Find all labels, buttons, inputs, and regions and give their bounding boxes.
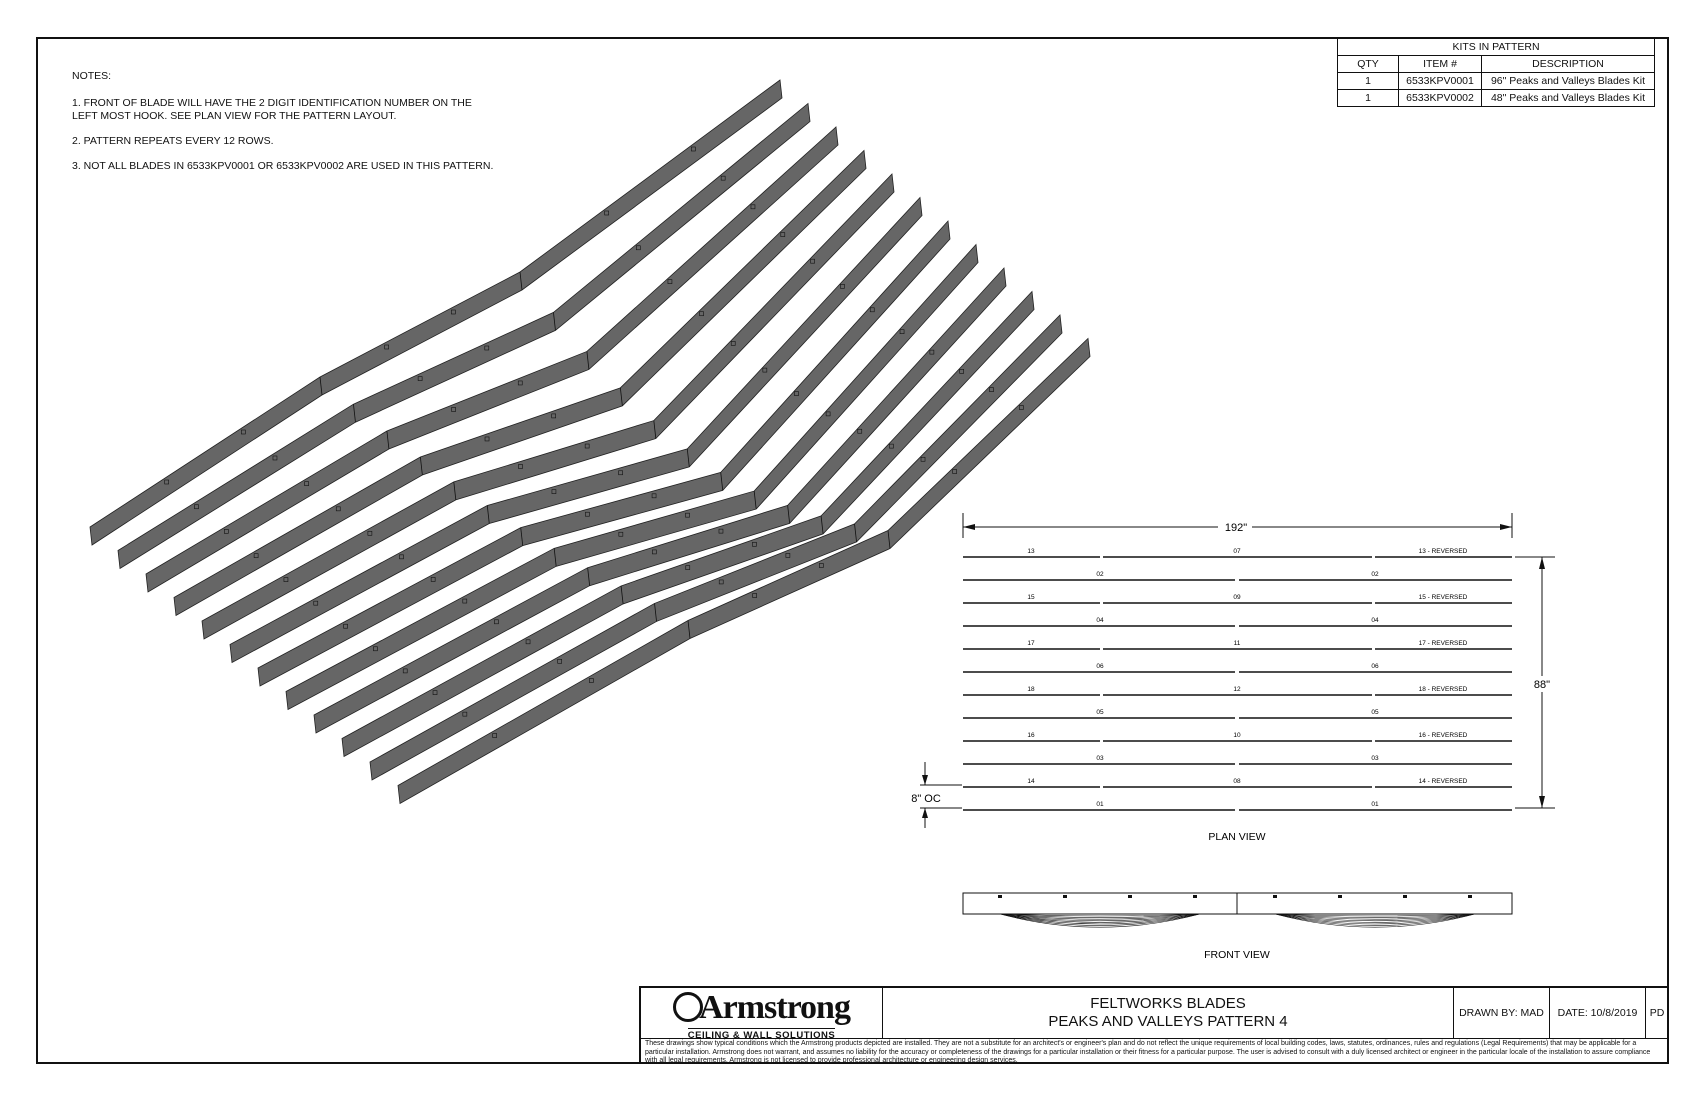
blade-id-label: 02: [1096, 571, 1104, 578]
logo-subtitle: CEILING & WALL SOLUTIONS: [687, 1030, 836, 1041]
isometric-blade: [90, 80, 782, 545]
plan-row: [963, 709, 1512, 718]
front-view: [963, 893, 1512, 961]
drawing-code: PD: [1649, 1007, 1665, 1019]
blade-id-label: 16: [1027, 732, 1035, 739]
hook-icon: [1193, 895, 1197, 898]
kits-header-item: ITEM #: [1399, 56, 1482, 73]
plan-row: [963, 732, 1512, 741]
kits-header-description: DESCRIPTION: [1482, 56, 1655, 73]
title-line-2: PEAKS AND VALLEYS PATTERN 4: [1048, 1013, 1288, 1030]
blade-id-label: 03: [1096, 755, 1104, 762]
title-block: [639, 986, 1668, 1064]
plan-row: [963, 663, 1512, 672]
plan-row: [963, 617, 1512, 626]
blade-id-label: 06: [1096, 663, 1104, 670]
kits-table-caption: KITS IN PATTERN: [1338, 39, 1655, 56]
blade-id-label: 15: [1027, 594, 1035, 601]
spacing-dimension: 8" OC: [911, 793, 941, 805]
title-line-1: FELTWORKS BLADES: [1090, 995, 1246, 1012]
kits-cell: 6533KPV0002: [1399, 90, 1482, 107]
blade-id-label: 14 - REVERSED: [1418, 778, 1468, 785]
drawing-date: DATE: 10/8/2019: [1550, 988, 1646, 1038]
drawing-title: [883, 988, 1454, 1038]
blade-id-label: 13: [1027, 548, 1035, 555]
blade-id-label: 07: [1233, 548, 1241, 555]
front-view-label: FRONT VIEW: [1204, 949, 1270, 961]
plan-row: [963, 778, 1512, 787]
drawn-by: DRAWN BY: MAD: [1454, 988, 1550, 1038]
kits-cell: 1: [1338, 90, 1399, 107]
dim-arrow-down-icon: [1539, 796, 1545, 808]
plan-row: [963, 755, 1512, 764]
hook-icon: [1403, 895, 1407, 898]
plan-view-label: PLAN VIEW: [1208, 831, 1266, 843]
blade-id-label: 04: [1096, 617, 1104, 624]
blade-id-label: 12: [1233, 686, 1241, 693]
blade-id-label: 09: [1233, 594, 1241, 601]
blade-id-label: 13 - REVERSED: [1418, 548, 1468, 555]
blade-id-label: 04: [1371, 617, 1379, 624]
note-2: 2. PATTERN REPEATS EVERY 12 ROWS.: [72, 135, 274, 147]
blade-id-label: 17: [1027, 640, 1035, 647]
hook-icon: [1338, 895, 1342, 898]
isometric-blade: [118, 104, 810, 569]
plan-row: [963, 571, 1512, 580]
hook-icon: [1273, 895, 1277, 898]
blade-id-label: 03: [1371, 755, 1379, 762]
width-dimension: 192": [1224, 522, 1248, 534]
blade-id-label: 18: [1027, 686, 1035, 693]
plan-rows: [963, 548, 1512, 810]
hook-icon: [1468, 895, 1472, 898]
note-3: 3. NOT ALL BLADES IN 6533KPV0001 OR 6533KPV0002 ARE USED IN THIS PATTERN.: [72, 160, 494, 172]
kits-cell: 96" Peaks and Valleys Blades Kit: [1482, 73, 1655, 90]
blade-id-label: 10: [1233, 732, 1241, 739]
kits-cell: 1: [1338, 73, 1399, 90]
blade-id-label: 14: [1027, 778, 1035, 785]
dim-arrow-down-icon: [922, 775, 928, 785]
blade-id-label: 08: [1233, 778, 1241, 785]
kits-cell: 6533KPV0001: [1399, 73, 1482, 90]
plan-row: [963, 594, 1512, 603]
dim-arrow-right-icon: [1500, 524, 1512, 530]
blade-id-label: 05: [1096, 709, 1104, 716]
hook-icon: [1063, 895, 1067, 898]
blade-id-label: 17 - REVERSED: [1418, 640, 1468, 647]
dim-arrow-up-icon: [1539, 557, 1545, 569]
blade-id-label: 11: [1233, 640, 1241, 647]
blade-id-label: 18 - REVERSED: [1418, 686, 1468, 693]
plan-row: [963, 686, 1512, 695]
plan-view: [911, 513, 1555, 843]
blade-id-label: 01: [1096, 801, 1104, 808]
disclaimer: These drawings show typical conditions which the Armstrong products depicted are installed. They are not a substitute for an architect's or engineer's plan and do not reflect the unique requirements of local building codes, laws, statutes, ordinances, rules and regulations (Legal Requirements) that may be applicable for a particular installation. Armstrong does not warrant, and assumes no liability for the accuracy or completeness of the drawings for a particular installation or their fitness for a particular purpose. The user is advised to consult with a duly licensed architect or engineer in the particular locale of the installation to assure compliance with all legal requirements. Armstrong is not licensed to provide professional architecture or engineering design services.: [641, 1038, 1668, 1064]
kits-cell: 48" Peaks and Valleys Blades Kit: [1482, 90, 1655, 107]
blade-id-label: 05: [1371, 709, 1379, 716]
isometric-view: [90, 80, 1090, 804]
armstrong-logo: [641, 988, 883, 1041]
plan-row: [963, 548, 1512, 557]
kits-header-qty: QTY: [1338, 56, 1399, 73]
blade-id-label: 02: [1371, 571, 1379, 578]
hook-icon: [998, 895, 1002, 898]
logo-wordmark: [641, 991, 882, 1025]
notes-heading: NOTES:: [72, 70, 112, 82]
note-1: 1. FRONT OF BLADE WILL HAVE THE 2 DIGIT IDENTIFICATION NUMBER ON THE LEFT MOST HOOK. SEE PLAN VIEW FOR THE PATTERN LAYOUT.: [72, 97, 472, 122]
plan-row: [963, 801, 1512, 810]
height-dimension: 88": [1533, 679, 1551, 691]
plan-row: [963, 640, 1512, 649]
logo-text: Armstrong: [699, 989, 850, 1026]
dim-arrow-up-icon: [922, 808, 928, 818]
dim-arrow-left-icon: [963, 524, 975, 530]
blade-id-label: 06: [1371, 663, 1379, 670]
blade-id-label: 16 - REVERSED: [1418, 732, 1468, 739]
blade-id-label: 15 - REVERSED: [1418, 594, 1468, 601]
blade-id-label: 01: [1371, 801, 1379, 808]
hook-icon: [1128, 895, 1132, 898]
